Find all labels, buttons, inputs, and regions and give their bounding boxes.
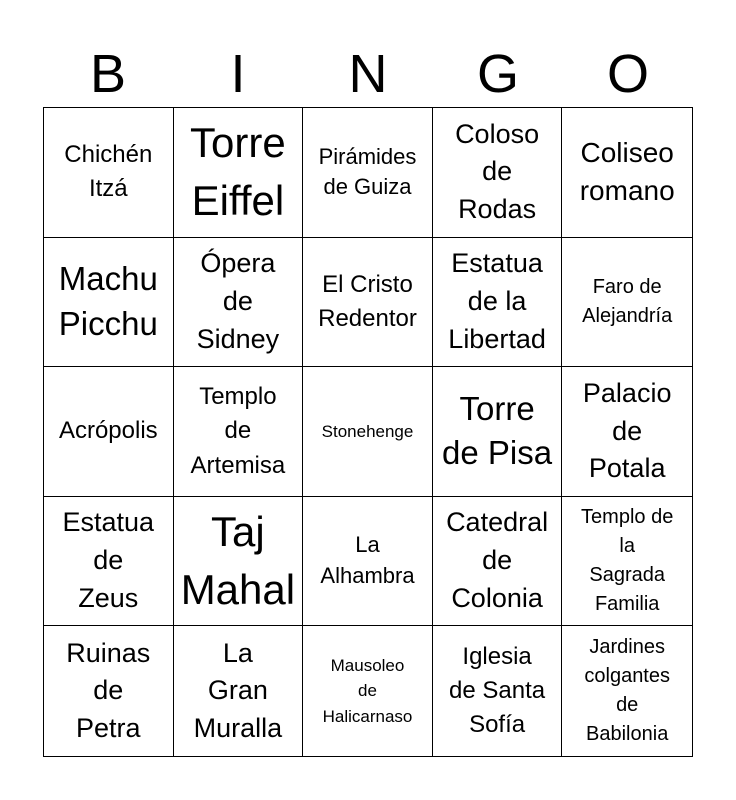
- cell-label: Catedral de Colonia: [446, 507, 549, 613]
- bingo-cell-1-3[interactable]: [303, 108, 433, 238]
- cell-label: Ruinas de Petra: [66, 637, 151, 744]
- cell-label: Templo de la Sagrada Familia: [581, 506, 674, 616]
- bingo-cell-5-5[interactable]: [562, 626, 692, 756]
- bingo-cell-5-3[interactable]: [303, 626, 433, 756]
- bingo-cell-1-2[interactable]: [174, 108, 304, 238]
- bingo-cell-3-4[interactable]: [433, 367, 563, 497]
- bingo-cell-4-4[interactable]: [433, 497, 563, 627]
- header-letter-o: O: [606, 44, 649, 104]
- header-letter-g: G: [476, 44, 519, 104]
- cell-label: Acrópolis: [58, 417, 158, 445]
- cell-label: Templo de Artemisa: [190, 383, 286, 479]
- bingo-cell-3-5[interactable]: [562, 367, 692, 497]
- cell-label: Iglesia de Santa Sofía: [449, 643, 546, 739]
- bingo-cell-1-1[interactable]: [44, 108, 174, 238]
- cell-label: Coliseo romano: [579, 136, 675, 207]
- cell-label: Palacio de Potala: [582, 377, 672, 484]
- bingo-cell-4-3[interactable]: [303, 497, 433, 627]
- cell-label: Estatua de Zeus: [62, 507, 155, 613]
- bingo-header: [43, 40, 693, 108]
- cell-label: Machu Picchu: [58, 260, 158, 342]
- bingo-cell-1-4[interactable]: [433, 108, 563, 238]
- cell-label: Jardines colgantes de Babilonia: [584, 636, 670, 746]
- cell-label: La Gran Muralla: [193, 637, 283, 744]
- header-letter-b: B: [89, 44, 127, 104]
- cell-label: Estatua de la Libertad: [448, 248, 546, 354]
- bingo-cell-2-4[interactable]: [433, 238, 563, 368]
- cell-label: Mausoleo de Halicarnaso: [322, 655, 413, 726]
- cell-label: Torre Eiffel: [190, 119, 286, 225]
- bingo-grid: [43, 107, 693, 757]
- bingo-cell-3-3[interactable]: [303, 367, 433, 497]
- bingo-cell-3-2[interactable]: [174, 367, 304, 497]
- cell-label: Chichén Itzá: [64, 141, 153, 203]
- bingo-cell-2-5[interactable]: [562, 238, 692, 368]
- bingo-cell-4-1[interactable]: [44, 497, 174, 627]
- bingo-cell-2-2[interactable]: [174, 238, 304, 368]
- cell-label: Ópera de Sidney: [196, 248, 280, 354]
- cell-label: Taj Mahal: [180, 508, 296, 614]
- bingo-cell-2-3[interactable]: [303, 238, 433, 368]
- cell-label: Stonehenge: [321, 421, 414, 441]
- bingo-cell-3-1[interactable]: [44, 367, 174, 497]
- bingo-cell-4-5[interactable]: [562, 497, 692, 627]
- bingo-cell-5-4[interactable]: [433, 626, 563, 756]
- header-letter-n: N: [348, 44, 388, 104]
- bingo-cell-4-2[interactable]: [174, 497, 304, 627]
- cell-label: Pirámides de Guiza: [318, 143, 417, 200]
- cell-label: El Cristo Redentor: [318, 270, 417, 332]
- cell-label: Coloso de Rodas: [455, 118, 540, 225]
- cell-label: Faro de Alejandría: [582, 275, 673, 327]
- cell-label: Torre de Pisa: [442, 389, 553, 472]
- header-letter-i: I: [230, 44, 246, 104]
- bingo-cell-2-1[interactable]: [44, 238, 174, 368]
- bingo-cell-5-1[interactable]: [44, 626, 174, 756]
- bingo-cell-1-5[interactable]: [562, 108, 692, 238]
- cell-label: La Alhambra: [320, 532, 415, 589]
- bingo-cell-5-2[interactable]: [174, 626, 304, 756]
